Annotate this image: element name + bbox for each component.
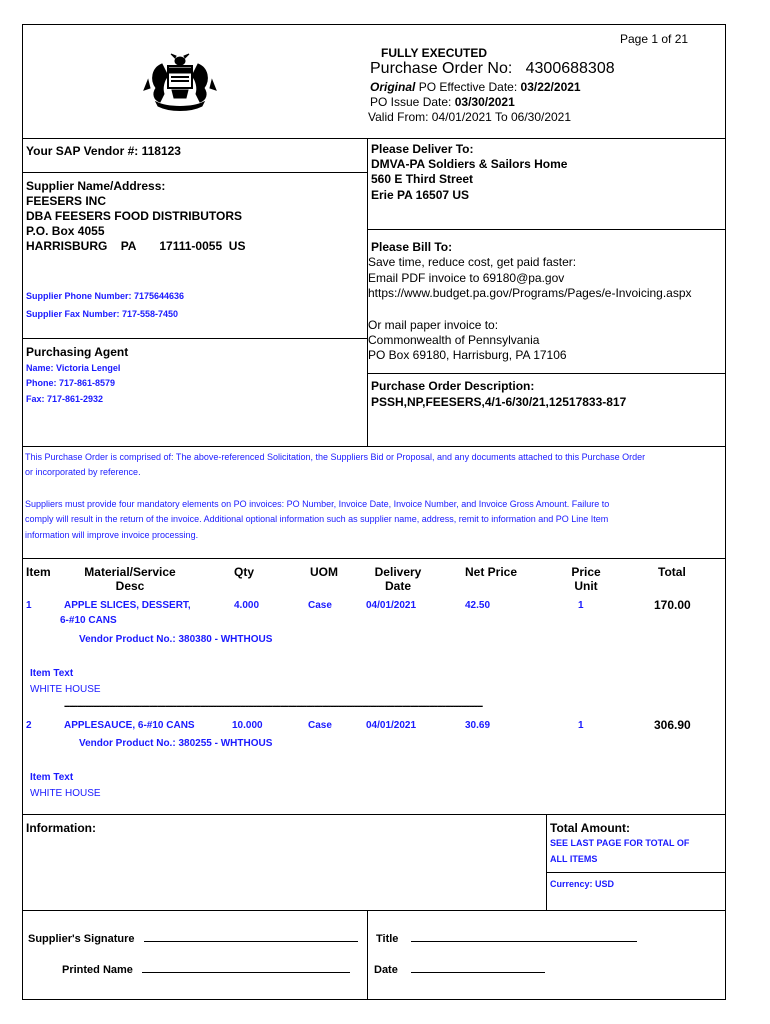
original-label: Original	[370, 80, 416, 94]
effective-label: PO Effective Date:	[418, 80, 518, 94]
date-field[interactable]	[374, 961, 545, 976]
total-note-line2: ALL ITEMS	[550, 854, 598, 864]
row-date: 04/01/2021	[366, 600, 417, 611]
sap-vendor: Your SAP Vendor #: 118123	[26, 144, 181, 158]
date-line[interactable]	[411, 961, 545, 973]
col-header-material-line1: Material/Service	[84, 565, 176, 579]
row-uom: Case	[308, 600, 332, 611]
supplier-phone: Supplier Phone Number: 7175644636	[26, 291, 185, 301]
deliver-line-1: DMVA-PA Soldiers & Sailors Home	[371, 157, 568, 171]
deliver-line-2: 560 E Third Street	[371, 172, 474, 186]
row-item-text: WHITE HOUSE	[30, 684, 101, 695]
row-item-text-label: Item Text	[30, 772, 74, 783]
title-field[interactable]	[376, 930, 637, 945]
issue-date: 03/30/2021	[454, 95, 515, 109]
col-header-delivery	[360, 565, 436, 593]
row-net-price: 30.69	[465, 720, 491, 731]
printed-name-label: Printed Name	[62, 964, 133, 976]
divider	[22, 558, 726, 559]
agent-heading: Purchasing Agent	[26, 345, 129, 359]
bill-line-1: Save time, reduce cost, get paid faster:	[368, 255, 577, 269]
supplier-city-line	[26, 239, 245, 253]
bill-line-6: PO Box 69180, Harrisburg, PA 17106	[368, 348, 567, 362]
date-label: Date	[374, 964, 398, 976]
supplier-name-2: DBA FEESERS FOOD DISTRIBUTORS	[26, 209, 243, 223]
total-note-line1: SEE LAST PAGE FOR TOTAL OF	[550, 838, 690, 848]
agent-phone: Phone: 717-861-8579	[26, 378, 116, 388]
bill-email: Email PDF invoice to 69180@pa.gov	[368, 271, 565, 285]
effective-date-line	[370, 80, 581, 94]
divider	[546, 872, 726, 873]
status-label: FULLY EXECUTED	[381, 46, 488, 60]
row-desc-line2: 6-#10 CANS	[60, 615, 117, 626]
po-label: Purchase Order No:	[370, 60, 513, 77]
col-header-item: Item	[26, 565, 51, 579]
col-header-total: Total	[658, 565, 686, 579]
supplier-city: HARRISBURG	[26, 239, 108, 253]
supplier-signature-field[interactable]	[28, 930, 358, 945]
col-header-delivery-line2: Date	[384, 579, 411, 593]
effective-date: 03/22/2021	[520, 80, 581, 94]
row-date: 04/01/2021	[366, 720, 417, 731]
row-total: 306.90	[654, 718, 691, 732]
po-number: 4300688308	[525, 60, 615, 77]
divider	[22, 910, 726, 911]
description-value: PSSH,NP,FEESERS,4/1-6/30/21,12517833-817	[371, 395, 627, 409]
row-item-text-label: Item Text	[30, 668, 74, 679]
bill-line-5: Commonwealth of Pennsylvania	[368, 333, 540, 347]
page-number: Page 1 of 21	[620, 32, 689, 46]
deliver-line-3: Erie PA 16507 US	[371, 188, 470, 202]
row-separator: -------------------------------------------------------------------------------------------------------------------------------------------------------------	[64, 700, 483, 712]
row-vendor-product: Vendor Product No.: 380255 - WHTHOUS	[79, 738, 273, 749]
row-desc-line1: APPLESAUCE, 6-#10 CANS	[64, 720, 195, 731]
col-header-material	[70, 565, 190, 593]
bill-line-4: Or mail paper invoice to:	[368, 318, 499, 332]
terms-p2-line2: comply will result in the return of the invoice. Additional optional information such as supplier name, address, remit to information and PO Line Item	[25, 514, 609, 524]
supplier-country: US	[228, 239, 246, 253]
row-qty: 4.000	[234, 600, 260, 611]
col-header-net-price: Net Price	[465, 565, 518, 579]
supplier-signature-line[interactable]	[144, 930, 358, 942]
agent-name: Name: Victoria Lengel	[26, 363, 121, 373]
row-net-price: 42.50	[465, 600, 491, 611]
supplier-address: P.O. Box 4055	[26, 224, 105, 238]
divider	[367, 373, 726, 374]
col-header-price-line1: Price	[571, 565, 601, 579]
po-number-line	[370, 60, 615, 78]
issue-label: PO Issue Date:	[370, 95, 452, 109]
terms-p1-line1: This Purchase Order is comprised of: The above-referenced Solicitation, the Suppliers Bid or Proposal, and any documents attached to this Purchase Order	[25, 452, 646, 462]
col-header-uom: UOM	[310, 565, 338, 579]
description-heading: Purchase Order Description:	[371, 379, 535, 393]
terms-p2-line1: Suppliers must provide four mandatory elements on PO invoices: PO Number, Invoice Date, Invoice Number, and Invoice Gross Amount. Failure to	[25, 499, 610, 509]
agent-fax: Fax: 717-861-2932	[26, 394, 104, 404]
divider	[22, 338, 367, 339]
deliver-heading: Please Deliver To:	[371, 142, 474, 156]
col-header-price-line2: Unit	[574, 579, 598, 593]
divider	[546, 814, 547, 910]
terms-p1-line2: or incorporated by reference.	[25, 467, 141, 477]
row-uom: Case	[308, 720, 332, 731]
supplier-zip: 17111-0055	[159, 239, 223, 253]
bill-url: https://www.budget.pa.gov/Programs/Pages/e-Invoicing.aspx	[368, 286, 692, 300]
row-desc-line1: APPLE SLICES, DESSERT,	[64, 600, 191, 611]
valid-from: Valid From: 04/01/2021 To 06/30/2021	[368, 110, 572, 124]
terms-p2-line3: information will improve invoice processing.	[25, 530, 199, 540]
supplier-signature-label: Supplier's Signature	[28, 933, 135, 945]
row-qty: 10.000	[232, 720, 263, 731]
col-header-material-line2: Desc	[115, 579, 145, 593]
divider	[22, 172, 367, 173]
supplier-name-1: FEESERS INC	[26, 194, 107, 208]
divider	[22, 446, 726, 447]
divider	[22, 138, 726, 139]
divider	[22, 814, 726, 815]
row-total: 170.00	[654, 598, 691, 612]
supplier-fax: Supplier Fax Number: 717-558-7450	[26, 309, 179, 319]
supplier-state: PA	[120, 239, 137, 253]
row-item-text: WHITE HOUSE	[30, 788, 101, 799]
title-line[interactable]	[411, 930, 637, 942]
total-amount-label: Total Amount:	[550, 821, 630, 835]
issue-date-line	[370, 95, 515, 109]
row-price-unit: 1	[578, 720, 584, 731]
printed-name-line[interactable]	[142, 961, 350, 973]
row-price-unit: 1	[578, 600, 584, 611]
divider	[367, 229, 726, 230]
title-label: Title	[376, 933, 399, 945]
row-item: 1	[26, 600, 32, 611]
row-item: 2	[26, 720, 32, 731]
col-header-qty: Qty	[234, 565, 255, 579]
currency: Currency: USD	[550, 879, 615, 889]
divider	[367, 910, 368, 1000]
col-header-delivery-line1: Delivery	[374, 565, 422, 579]
printed-name-field[interactable]	[62, 961, 350, 976]
bill-heading: Please Bill To:	[371, 240, 453, 254]
supplier-heading: Supplier Name/Address:	[26, 179, 166, 193]
col-header-price-unit	[556, 565, 616, 593]
commonwealth-seal-icon	[138, 50, 222, 112]
row-vendor-product: Vendor Product No.: 380380 - WHTHOUS	[79, 634, 273, 645]
information-label: Information:	[26, 821, 96, 835]
